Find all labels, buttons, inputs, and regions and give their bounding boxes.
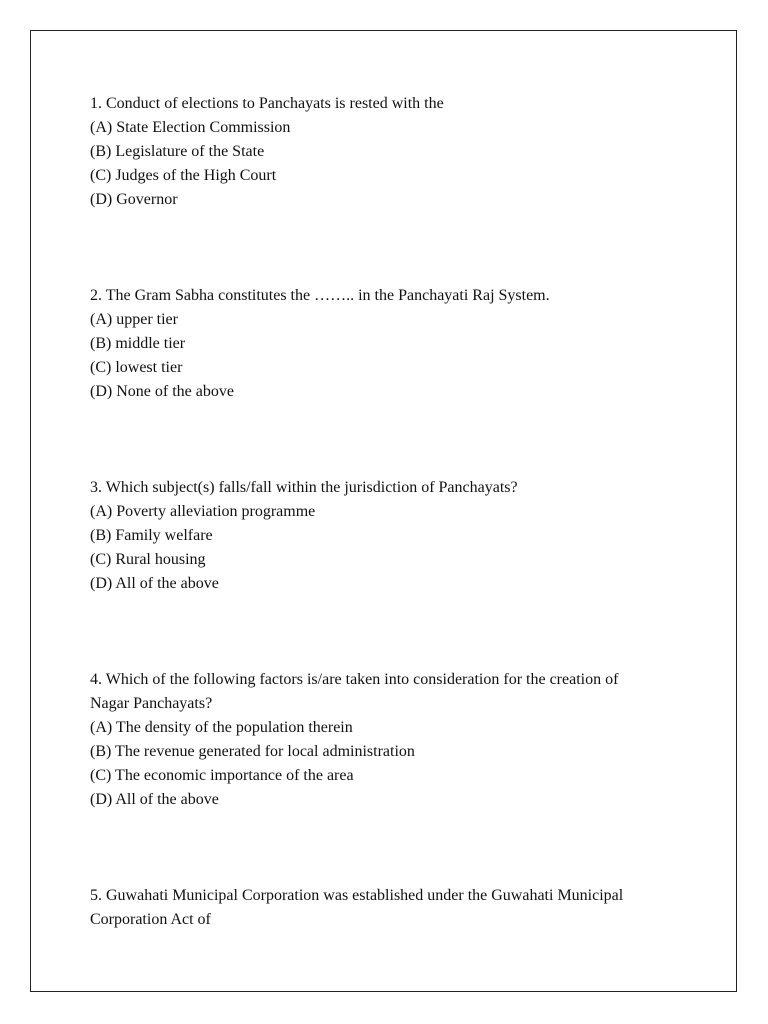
question-2 xyxy=(90,284,710,404)
question-1-text: 1. Conduct of elections to Panchayats is rested with the xyxy=(90,95,444,112)
question-4-text-line-1: 4. Which of the following factors is/are taken into consideration for the creation of xyxy=(90,671,619,688)
question-2-text: 2. The Gram Sabha constitutes the …….. in the Panchayati Raj System. xyxy=(90,287,550,304)
question-1-option-d: (D) Governor xyxy=(90,191,178,208)
question-2-option-d: (D) None of the above xyxy=(90,383,234,400)
question-5-text-line-2: Corporation Act of xyxy=(90,911,211,928)
question-3 xyxy=(90,476,710,596)
question-4 xyxy=(90,668,710,812)
question-4-text-line-2: Nagar Panchayats? xyxy=(90,695,213,712)
question-3-option-b: (B) Family welfare xyxy=(90,527,213,544)
question-4-option-d: (D) All of the above xyxy=(90,791,219,808)
question-1-option-a: (A) State Election Commission xyxy=(90,119,291,136)
question-1 xyxy=(90,92,710,212)
question-3-option-c: (C) Rural housing xyxy=(90,551,206,568)
question-4-option-b: (B) The revenue generated for local administration xyxy=(90,743,415,760)
question-4-option-a: (A) The density of the population therein xyxy=(90,719,353,736)
question-2-option-b: (B) middle tier xyxy=(90,335,186,352)
question-1-option-b: (B) Legislature of the State xyxy=(90,143,265,160)
question-3-text: 3. Which subject(s) falls/fall within the jurisdiction of Panchayats? xyxy=(90,479,518,496)
question-3-option-d: (D) All of the above xyxy=(90,575,219,592)
question-2-option-c: (C) lowest tier xyxy=(90,359,183,376)
question-1-option-c: (C) Judges of the High Court xyxy=(90,167,277,184)
question-2-option-a: (A) upper tier xyxy=(90,311,178,328)
question-5 xyxy=(90,884,710,932)
question-4-option-c: (C) The economic importance of the area xyxy=(90,767,354,784)
question-5-text-line-1: 5. Guwahati Municipal Corporation was established under the Guwahati Municipal xyxy=(90,887,624,904)
question-3-option-a: (A) Poverty alleviation programme xyxy=(90,503,316,520)
